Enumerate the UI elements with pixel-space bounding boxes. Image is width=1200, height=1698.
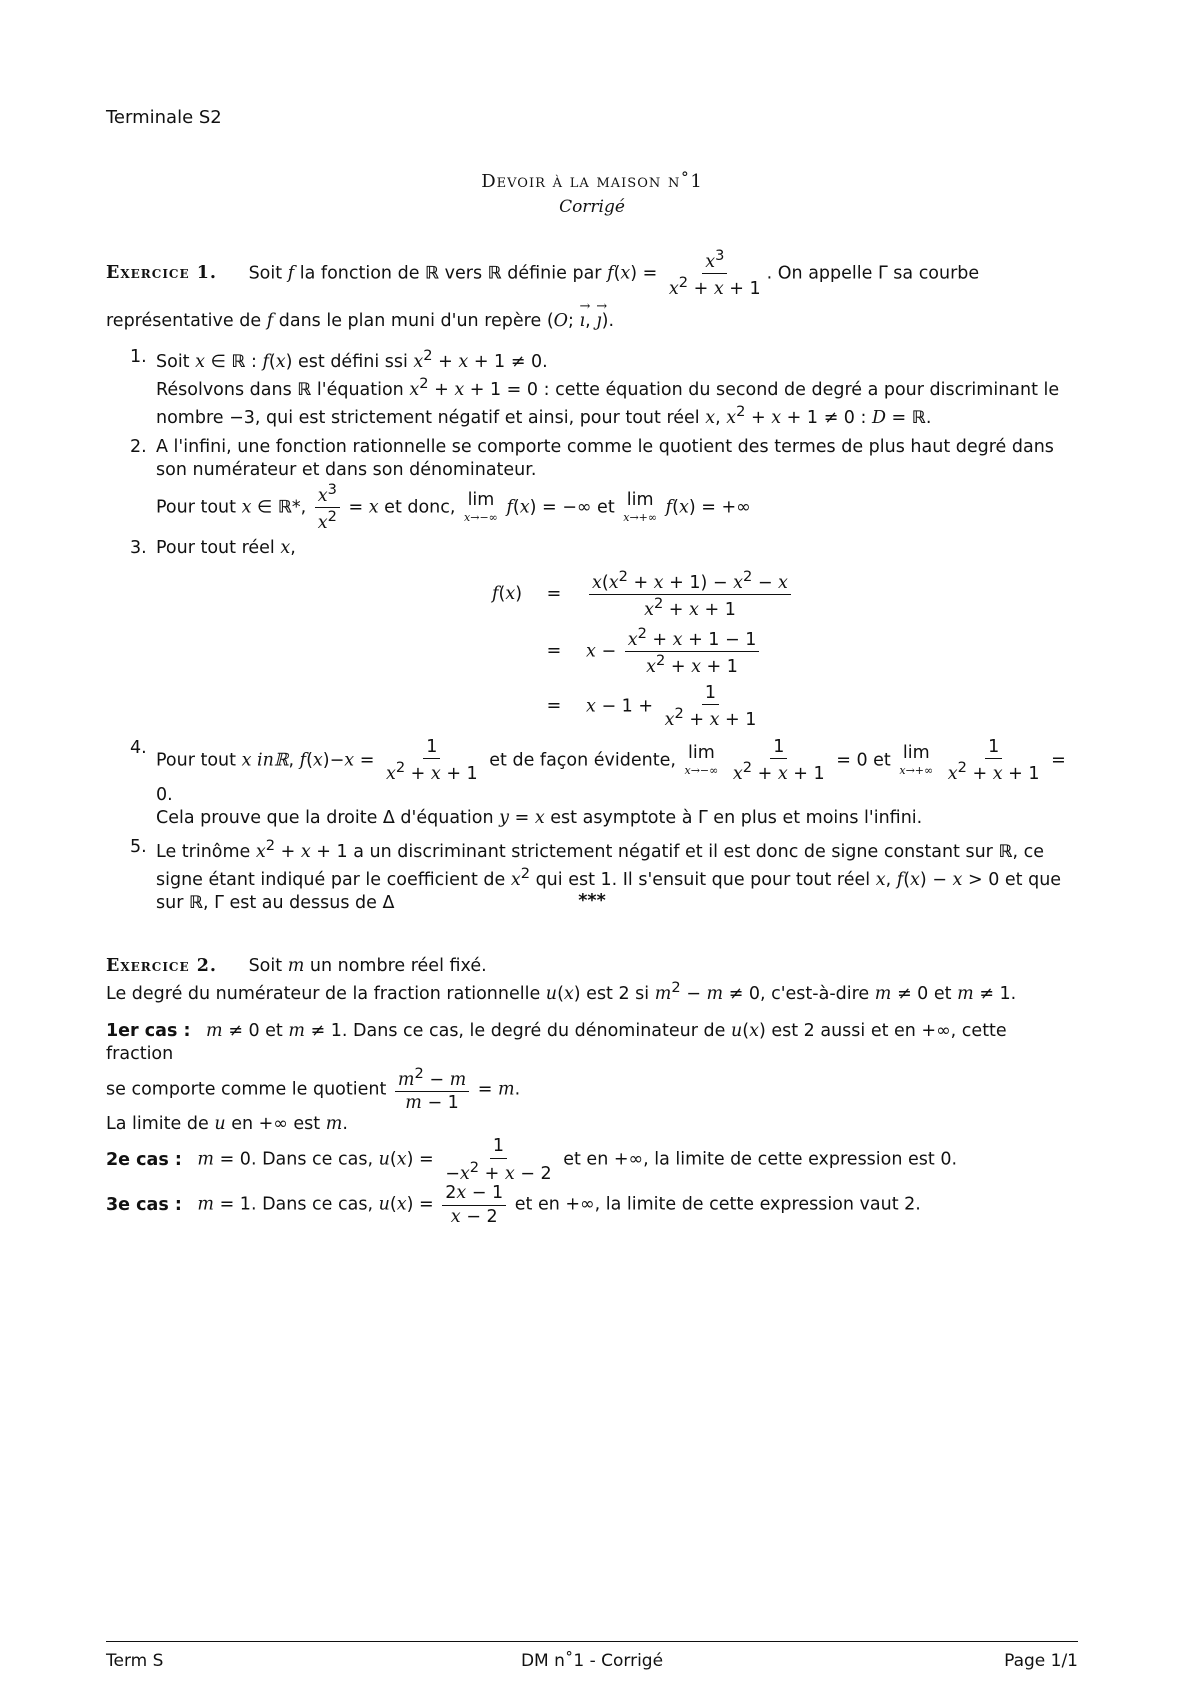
ex2-text: et (265, 1021, 283, 1042)
section-separator: *** (578, 891, 606, 911)
item-text: sur (156, 892, 184, 913)
item-text: Pour tout réel (156, 537, 275, 558)
fraction: $\frac{x^3}{x^2}$ (315, 482, 340, 533)
item-text: qui est 1. Il s'ensuit que pour tout réel (535, 869, 871, 890)
fraction: $\frac{1}{-x^2 + x - 2}$ (445, 1136, 552, 1184)
exercise1-list (106, 346, 1078, 915)
list-item: 1. Soit x ∈ ℝ : f(x) est défini ssi $x^2 + x + 1 \ne 0$. Résolvons dans ℝ l'équation $x^2 + x + 1 = 0$ : cette équation du second de degré a pour discriminant le nombre −3, qui est strictement négatif et ainsi, pour tout réel x, $x^2 + x + 1 \ne 0$ : D = ℝ. (130, 347, 1060, 428)
item-text: et donc, (384, 497, 456, 518)
item-text: son numérateur et dans son dénominateur. (156, 459, 537, 480)
ex2-text: et (933, 983, 952, 1004)
case-label: 1er cas : (106, 1021, 191, 1042)
fraction: $\frac{2x - 1}{x - 2}$ (442, 1183, 506, 1226)
ex1-text: vers (444, 263, 483, 284)
fraction: $\frac{x^3}{x^2 + x + 1}$ (668, 247, 761, 299)
footer-rule (106, 1641, 1078, 1642)
title-block (106, 170, 1078, 218)
list-item: 4. Pour tout x inℝ, f(x)−x = $\frac{1}{x^2 + x + 1}$ et de façon évidente, lim x→−∞ $\frac{1}{x^2 + x + 1}$ = 0 et lim x→+∞ $\frac{1}{x^2 + x + 1}$ = 0. Cela prouve que la droite Δ d'équation y = x est asymptote à Γ en plus et moins l'infini. (130, 736, 1066, 829)
item-text: l'équation (316, 379, 404, 400)
page-title: Devoir à la maison n˚1 (481, 171, 703, 192)
item-text: , qui est strictement négatif et ainsi, pour tout réel (254, 407, 700, 428)
equation-array: f(x) = $\frac{x(x^2 + x + 1) - x^2 - x}{x^2 + x + 1}$ = x − $\frac{x^2 + x + 1 - 1}{x^2 + x + 1}$ = x − 1 + $\frac{1}{x^2 + x + 1}$ (486, 566, 800, 733)
ex2-text: est 2 aussi et en +∞, cette fraction (106, 1021, 1007, 1065)
footer-page-number: Page 1/1 (1004, 1651, 1078, 1671)
fraction: $\frac{m^2 - m}{m - 1}$ (395, 1066, 469, 1113)
list-item: 2. A l'infini, une fonction rationnelle se comporte comme le quotient des termes de plus haut degré dans son numérateur et dans son dénominateur. Pour tout x ∈ ℝ*, $\frac{x^3}{x^2}$ = x et donc, lim x→−∞ f(x) = −∞ et lim x→+∞ f(x) = +∞ (130, 436, 1054, 533)
exercise1-intro: Exercice 1. Soit f la fonction de ℝ vers ℝ définie par f(x) = $\frac{x^3}{x^2 + x + 1}$ . On appelle Γ sa courbe (106, 247, 980, 299)
header-class: Terminale S2 (106, 107, 222, 128)
fraction: $\frac{1}{x^2 + x + 1}$ (385, 736, 478, 784)
ex2-text: Soit (248, 956, 283, 976)
ex2-text: est 2 si (586, 983, 650, 1004)
item-text: signe étant indiqué par le coefficient de (156, 869, 506, 890)
footer-left: Term S (106, 1651, 164, 1671)
ex2-text: . Dans ce cas, (250, 1149, 374, 1170)
item-text: et (597, 497, 615, 518)
ex1-text: Soit (248, 263, 283, 284)
item-text: est asymptote à Γ en plus et moins l'infini. (550, 808, 923, 829)
ex2-text: et en +∞, la limite de cette expression vaut 2. (514, 1195, 921, 1216)
exercise1-intro-line2: représentative de f dans le plan muni d'un repère (O; → ı, → ȷ). (106, 310, 1078, 333)
item-text: , Γ est au dessus de Δ (203, 892, 395, 913)
page (106, 0, 1078, 1698)
item-text: A l'infini, une fonction rationnelle se comporte comme le quotient des termes de plus haut degré dans (156, 436, 1054, 457)
footer-center: DM n˚1 - Corrigé (520, 1651, 664, 1671)
item-text: Résolvons dans (156, 379, 292, 400)
case-2: 2e cas : m = 0. Dans ce cas, u(x) = $\frac{1}{-x^2 + x - 2}$ et en +∞, la limite de cette expression est 0. (106, 1136, 958, 1184)
ex2-text: Le degré du numérateur de la fraction rationnelle (106, 983, 541, 1004)
ex2-text: se comporte comme le quotient (106, 1079, 387, 1100)
exercise2-label: Exercice 2. (106, 956, 217, 976)
case-3: 3e cas : m = 1. Dans ce cas, u(x) = $\frac{2x - 1}{x - 2}$ et en +∞, la limite de cette expression vaut 2. (106, 1183, 921, 1227)
case-label: 2e cas : (106, 1149, 182, 1170)
case-label: 3e cas : (106, 1195, 182, 1216)
item-text: et que (1004, 869, 1062, 890)
item-text: Cela prouve que la droite Δ d'équation (156, 808, 494, 829)
item-text: est défini ssi (298, 351, 408, 372)
item-text: et de façon évidente, (489, 750, 676, 771)
limit: lim x→+∞ (623, 490, 658, 524)
ex1-text: . On appelle Γ sa courbe (766, 263, 980, 284)
ex1-text: la fonction de (299, 263, 420, 284)
ex1-text: définie par (507, 263, 602, 284)
item-text: Soit (156, 351, 190, 372)
ex2-text: et en +∞, la limite de cette expression est 0. (563, 1149, 958, 1170)
list-item: 5. Le trinôme $x^2 + x + 1$ a un discriminant strictement négatif et il est donc de signe constant sur ℝ, ce signe étant indiqué par le coefficient de $x^2$ qui est 1. Il s'ensuit que pour tout réel x, f(x) − x > 0 et que sur ℝ, Γ est au dessus de Δ (130, 837, 1062, 913)
ex2-text: , c'est-à-dire (759, 983, 870, 1004)
case-1: 1er cas : m ≠ 0 et m ≠ 1. Dans ce cas, le degré du dénominateur de u(x) est 2 aussi et en +∞, cette fraction se comporte comme le quotient $\frac{m^2 - m}{m - 1}$ = m. La limite de u en +∞ est m. (106, 1021, 1007, 1135)
item-text: et (873, 750, 891, 771)
item-text: : cette équation du second de degré a pour discriminant le (543, 379, 1060, 400)
ex1-text: dans le plan muni d'un repère (278, 311, 542, 331)
exercise2: Exercice 2. Soit m un nombre réel fixé. Le degré du numérateur de la fraction rationnelle u(x) est 2 si $m^2 - m \ne 0$, c'est-à-dire m ≠ 0 et m ≠ 1. 1er cas : m ≠ 0 et m ≠ 1. Dans ce cas, le degré du dénominateur de u(x) est 2 aussi et en +∞, cette fraction se comporte comme le quotient $\frac{m^2 - m}{m - 1}$ = m. La limite de u en +∞ est m. 2e cas : m = 0. Dans ce cas, u(x) = $\frac{1}{-x^2 + x - 2}$ et en +∞, la limite de cette expression est 0. 3e cas : m = 1. Dans ce cas, u(x) = $\frac{2x - 1}{x - 2}$ et en +∞, la limite de cette expression vaut 2. (106, 955, 1078, 1227)
limit: lim x→+∞ (899, 743, 934, 777)
exercise1-label: Exercice 1. (106, 263, 217, 284)
page-subtitle: Corrigé (559, 196, 625, 217)
item-text: Pour tout (156, 497, 237, 518)
ex1-text: représentative de (106, 311, 262, 331)
ex2-text: La limite de (106, 1114, 209, 1135)
ex2-text: en +∞ est (231, 1114, 321, 1135)
item-text: nombre (156, 407, 224, 428)
limit: lim x→−∞ (464, 490, 498, 524)
limit: lim x→−∞ (684, 743, 719, 777)
list-item: 3. Pour tout réel x, f(x) = $\frac{x(x^2 + x + 1) - x^2 - x}{x^2 + x + 1}$ = x − $\frac{x^2 + x + 1 - 1}{x^2 + x + 1}$ = x − 1 + $\frac{1}{x^2 + x + 1}$ (106, 537, 1078, 733)
item-text: Le trinôme (156, 841, 251, 862)
ex2-text: un nombre réel fixé. (309, 956, 487, 976)
ex2-text: . Dans ce cas, le degré du dénominateur de (341, 1021, 726, 1042)
ex2-text: . Dans ce cas, (250, 1195, 374, 1216)
item-text: a un discriminant strictement négatif et il est donc de signe constant sur (353, 841, 993, 862)
item-text: Pour tout (156, 750, 237, 771)
